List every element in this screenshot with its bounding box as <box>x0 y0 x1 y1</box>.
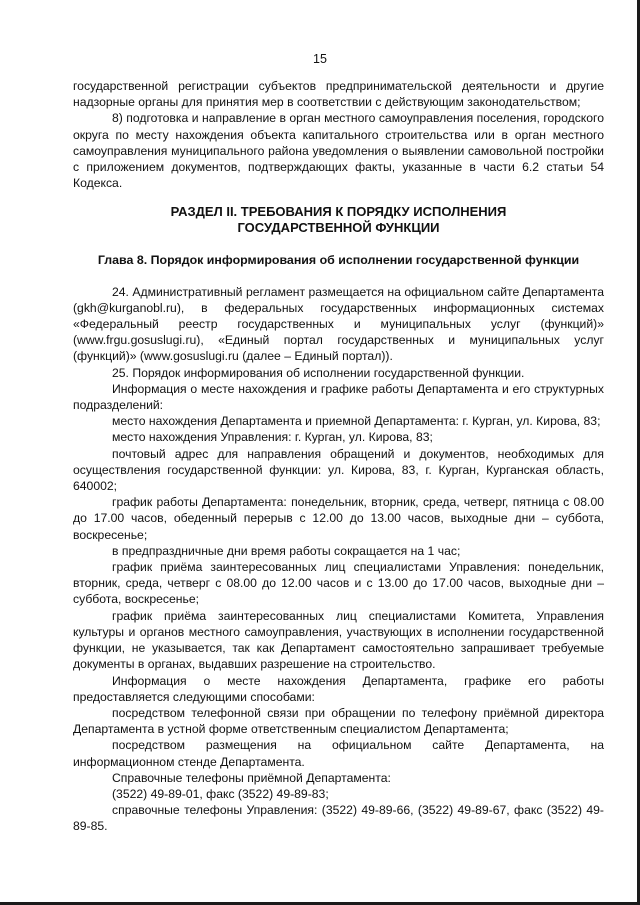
paragraph-info-intro: Информация о месте нахождения и графике работы Департамента и его структурных подразделений: <box>73 381 604 413</box>
paragraph-phones-management: справочные телефоны Управления: (3522) 49-89-66, (3522) 49-89-67, факс (3522) 49-89-85. <box>73 803 604 834</box>
document-body <box>73 78 604 835</box>
paragraph-24: 24. Административный регламент размещается на официальном сайте Департамента (gkh@kurganobl.ru), в федеральных государственных информационных системах «Федеральный реестр государственных и муниципальных услуг (функций)» (www.frgu.gosuslugi.ru), «Единый портал государственных и муниципальных услуг (функций)» (www.gosuslugi.ru (далее – Единый портал)). <box>73 284 604 364</box>
section-title-line-1: РАЗДЕЛ II. ТРЕБОВАНИЯ К ПОРЯДКУ ИСПОЛНЕНИЯ <box>170 204 507 220</box>
section-title <box>73 204 604 236</box>
chapter-title: Глава 8. Порядок информирования об исполнении государственной функции <box>97 253 580 268</box>
paragraph-method-phone: посредством телефонной связи при обращении по телефону приёмной директора Департамента в устной форме ответственным специалистом Департамента; <box>73 705 604 737</box>
paragraph-item-8: 8) подготовка и направление в орган местного самоуправления поселения, городского округа по месту нахождения объекта капитального строительства или в орган местного самоуправления муниципального района уведомления о выявлении самовольной постройки с приложением документов, подтверждающих факты, указанные в части 6.2 статьи 54 Кодекса. <box>73 111 604 191</box>
paragraph-reception-management: график приёма заинтересованных лиц специалистами Управления: понедельник, вторник, среда, четверг с 08.00 до 12.00 часов и с 13.00 до 17.00 часов, выходные дни – суббота, воскресенье; <box>73 560 604 607</box>
paragraph-25: 25. Порядок информирования об исполнении государственной функции. <box>112 365 525 380</box>
paragraph-info-methods: Информация о месте нахождения Департамента, графике его работы предоставляется следующими способами: <box>73 673 604 704</box>
paragraph-phones-department: (3522) 49-89-01, факс (3522) 49-89-83; <box>112 786 329 801</box>
paragraph-work-schedule: график работы Департамента: понедельник, вторник, среда, четверг, пятница с 08.00 до 17.00 часов, обеденный перерыв с 12.00 до 13.00 часов, выходные дни – суббота, воскресенье; <box>73 495 604 542</box>
paragraph-location-department: место нахождения Департамента и приемной Департамента: г. Курган, ул. Кирова, 83; <box>112 414 601 429</box>
paragraph-continuation: государственной регистрации субъектов предпринимательской деятельности и другие надзорные органы для принятия мер в соответствии с действующим законодательством; <box>73 79 604 110</box>
page-number: 15 <box>313 52 327 66</box>
section-title-line-2: ГОСУДАРСТВЕННОЙ ФУНКЦИИ <box>237 220 440 236</box>
paragraph-method-website: посредством размещения на официальном сайте Департамента, на информационном стенде Департамента. <box>73 738 604 769</box>
paragraph-phones-heading: Справочные телефоны приёмной Департамента: <box>112 770 391 785</box>
paragraph-location-management: место нахождения Управления: г. Курган, ул. Кирова, 83; <box>112 430 433 445</box>
paragraph-reception-committee: график приёма заинтересованных лиц специалистами Комитета, Управления культуры и органов местного самоуправления, участвующих в исполнении государственной функции, не указывается, так как Департамент самостоятельно запрашивает требуемые документы в органах, выдавших разрешение на строительство. <box>73 608 604 672</box>
paragraph-pre-holiday: в предпраздничные дни время работы сокращается на 1 час; <box>112 543 461 558</box>
paragraph-postal-address: почтовый адрес для направления обращений и документов, необходимых для осуществления государственной функции: ул. Кирова, 83, г. Курган, Курганская область, 640002; <box>73 446 604 494</box>
